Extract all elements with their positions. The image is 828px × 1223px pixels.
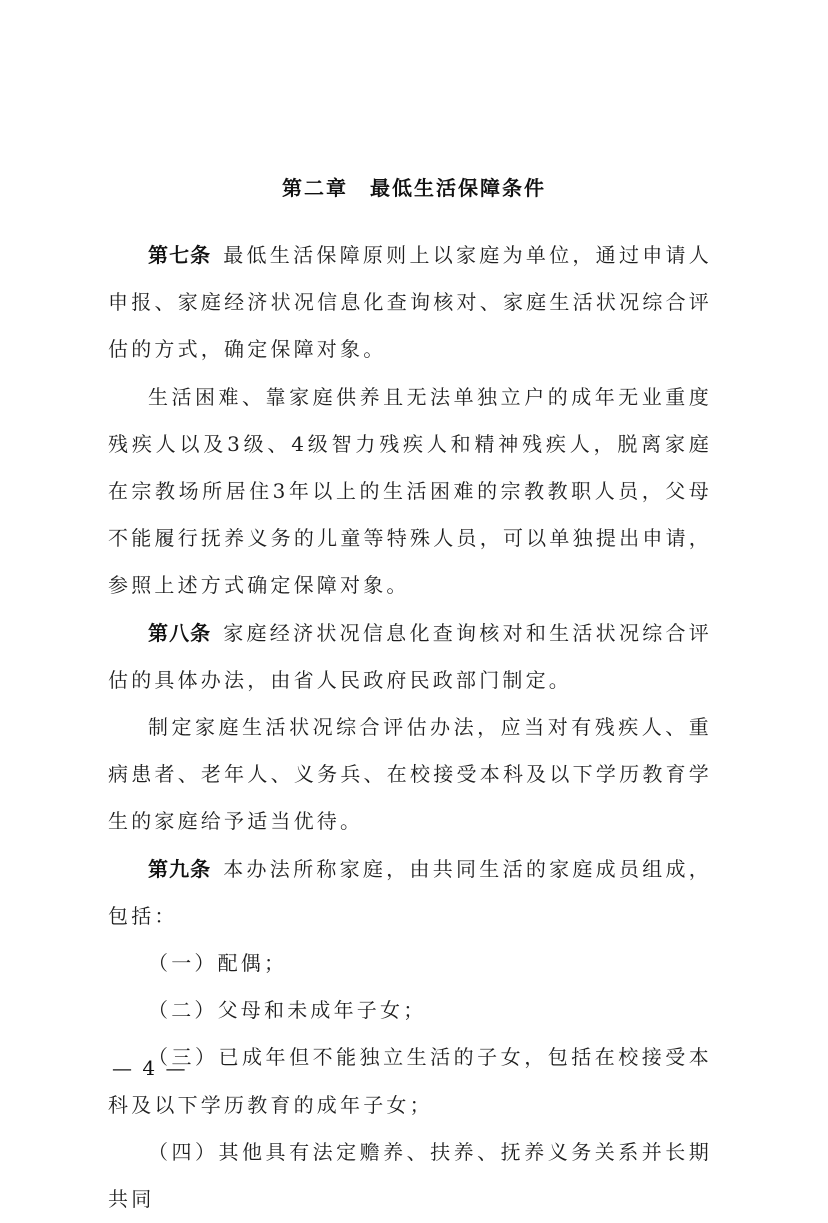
paragraph-text: 最低生活保障原则上以家庭为单位，通过申请人申报、家庭经济状况信息化查询核对、家庭生活状况综合评估的方式，确定保障对象。 — [108, 243, 712, 362]
paragraph-text: 家庭经济状况信息化查询核对和生活状况综合评估的具体办法，由省人民政府民政部门制定。 — [108, 620, 712, 692]
page-number: — 4 — — [112, 1056, 188, 1080]
list-item-text: （四）其他具有法定赡养、扶养、抚养义务关系并长期共同 — [108, 1139, 712, 1212]
list-item-text: （一）配偶； — [148, 951, 288, 976]
list-item-text: （二）父母和未成年子女； — [148, 998, 427, 1023]
article-9-item-2 — [108, 987, 712, 1034]
paragraph-text: 本办法所称家庭，由共同生活的家庭成员组成，包括： — [108, 856, 712, 928]
article-label: 第九条 — [148, 856, 212, 881]
body-text — [108, 232, 712, 1223]
article-8-paragraph-1 — [108, 610, 712, 704]
article-label: 第八条 — [148, 620, 212, 645]
paragraph-text: 生活困难、靠家庭供养且无法单独立户的成年无业重度残疾人以及3级、4级智力残疾人和精神残疾人，脱离家庭在宗教场所居住3年以上的生活困难的宗教教职人员，父母不能履行抚养义务的儿童等特殊人员，可以单独提出申请，参照上述方式确定保障对象。 — [108, 384, 712, 598]
article-7-paragraph-2 — [108, 374, 712, 610]
list-item-text: （三）已成年但不能独立生活的子女，包括在校接受本科及以下学历教育的成年子女； — [108, 1045, 712, 1117]
article-9-paragraph-1 — [108, 846, 712, 940]
paragraph-text: 制定家庭生活状况综合评估办法，应当对有残疾人、重病患者、老年人、义务兵、在校接受本科及以下学历教育学生的家庭给予适当优待。 — [108, 715, 712, 834]
article-9-item-3 — [108, 1034, 712, 1128]
article-9-item-1 — [108, 940, 712, 987]
article-label: 第七条 — [148, 243, 212, 267]
article-7-paragraph-1 — [108, 232, 712, 374]
article-8-paragraph-2 — [108, 704, 712, 846]
chapter-title: 第二章 最低生活保障条件 — [282, 176, 546, 200]
